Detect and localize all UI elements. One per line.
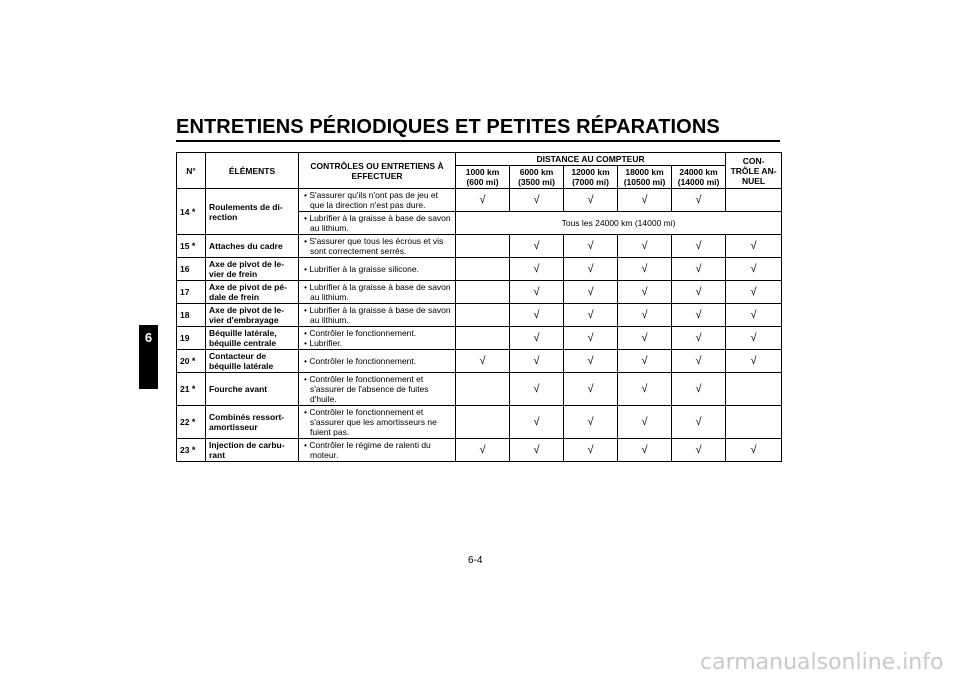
header-controls: CONTRÔLES OU ENTRETIENS À EFFECTUER <box>299 153 456 189</box>
check-mark: √ <box>618 439 672 462</box>
item-number-text: 15 <box>180 241 190 251</box>
check-mark: √ <box>564 304 618 327</box>
check-mark: √ <box>618 258 672 281</box>
asterisk-mark: * <box>191 206 196 217</box>
check-mark: √ <box>510 281 564 304</box>
empty-cell <box>726 373 782 406</box>
check-mark: √ <box>726 327 782 350</box>
table-row <box>177 235 782 258</box>
controls-list <box>302 236 452 256</box>
control-item: • Lubrifier à la graisse à base de savon au lithium. <box>302 305 452 325</box>
control-item: • Contrôler le fonctionnement et s'assurer de l'absence de fuites d'huile. <box>302 374 452 404</box>
asterisk-mark: * <box>191 445 196 455</box>
check-mark: √ <box>672 350 726 373</box>
control-item: • Lubrifier à la graisse silicone. <box>302 264 452 274</box>
check-mark: √ <box>618 373 672 406</box>
header-interval <box>456 166 510 189</box>
control-item: • S'assurer qu'ils n'ont pas de jeu et que la direction n'est pas dure. <box>302 190 452 210</box>
item-number-text: 18 <box>180 310 190 320</box>
page-title: ENTRETIENS PÉRIODIQUES ET PETITES RÉPARATIONS <box>176 116 720 138</box>
item-element: Roulements de di-rection <box>206 189 299 235</box>
check-mark: √ <box>726 235 782 258</box>
controls-list <box>302 374 452 404</box>
item-number <box>177 189 206 235</box>
check-mark: √ <box>618 189 672 212</box>
header-interval <box>564 166 618 189</box>
interval-mi: (3500 mi) <box>518 177 555 187</box>
item-element: Axe de pivot de le-vier de frein <box>206 258 299 281</box>
check-mark: √ <box>564 235 618 258</box>
item-number <box>177 235 206 258</box>
item-number-text: 22 <box>180 417 190 427</box>
check-mark: √ <box>726 350 782 373</box>
check-mark: √ <box>672 258 726 281</box>
asterisk-mark: * <box>191 356 196 366</box>
item-controls <box>299 212 456 235</box>
check-mark: √ <box>510 235 564 258</box>
item-number <box>177 350 206 373</box>
table-row <box>177 281 782 304</box>
check-mark: √ <box>672 406 726 439</box>
check-mark: √ <box>672 189 726 212</box>
empty-cell <box>726 189 782 212</box>
table-row <box>177 406 782 439</box>
item-number <box>177 327 206 350</box>
empty-cell <box>726 406 782 439</box>
table-row <box>177 439 782 462</box>
item-controls <box>299 281 456 304</box>
check-mark: √ <box>564 373 618 406</box>
interval-mi: (600 mi) <box>466 177 499 187</box>
controls-list <box>302 328 452 348</box>
check-mark: √ <box>672 281 726 304</box>
item-element: Axe de pivot de pé-dale de frein <box>206 281 299 304</box>
header-interval <box>510 166 564 189</box>
table-row <box>177 189 782 212</box>
check-mark: √ <box>510 373 564 406</box>
controls-list <box>302 264 452 274</box>
item-number-text: 21 <box>180 384 190 394</box>
header-elements: ÉLÉMENTS <box>206 153 299 189</box>
title-rule <box>176 140 780 142</box>
table-row <box>177 327 782 350</box>
check-mark: √ <box>618 304 672 327</box>
controls-list <box>302 440 452 460</box>
interval-mi: (10500 mi) <box>623 177 666 187</box>
check-mark: √ <box>672 373 726 406</box>
empty-cell <box>456 235 510 258</box>
watermark: carmanualsonline.info <box>700 650 944 675</box>
controls-list <box>302 356 452 366</box>
table-row <box>177 304 782 327</box>
item-number-text: 14 <box>180 206 190 217</box>
item-element: Combinés ressort-amortisseur <box>206 406 299 439</box>
interval-km: 24000 km <box>679 167 718 177</box>
controls-list <box>302 407 452 437</box>
controls-list <box>302 305 452 325</box>
check-mark: √ <box>618 235 672 258</box>
interval-km: 6000 km <box>519 167 554 177</box>
control-item: • Lubrifier à la graisse à base de savon au lithium. <box>302 213 452 233</box>
item-element: Fourche avant <box>206 373 299 406</box>
check-mark: √ <box>510 350 564 373</box>
item-number <box>177 406 206 439</box>
check-mark: √ <box>456 189 510 212</box>
interval-km: 18000 km <box>625 167 664 177</box>
interval-mi: (7000 mi) <box>572 177 609 187</box>
item-number <box>177 281 206 304</box>
item-controls <box>299 304 456 327</box>
check-mark: √ <box>564 258 618 281</box>
item-element: Contacteur de béquille latérale <box>206 350 299 373</box>
check-mark: √ <box>456 439 510 462</box>
table-row <box>177 373 782 406</box>
item-element: Injection de carbu-rant <box>206 439 299 462</box>
check-mark: √ <box>618 327 672 350</box>
control-item: • Lubrifier à la graisse à base de savon au lithium. <box>302 282 452 302</box>
table-row <box>177 350 782 373</box>
check-mark: √ <box>618 406 672 439</box>
page-number: 6-4 <box>468 555 483 566</box>
empty-cell <box>456 304 510 327</box>
item-number-text: 17 <box>180 287 190 297</box>
item-controls <box>299 258 456 281</box>
control-item: • S'assurer que tous les écrous et vis sont correctement serrés. <box>302 236 452 256</box>
item-controls <box>299 406 456 439</box>
check-mark: √ <box>726 439 782 462</box>
header-interval <box>618 166 672 189</box>
control-item: • Contrôler le régime de ralenti du moteur. <box>302 440 452 460</box>
control-item: • Contrôler le fonctionnement. <box>302 328 452 338</box>
check-mark: √ <box>726 258 782 281</box>
check-mark: √ <box>564 406 618 439</box>
item-controls <box>299 235 456 258</box>
item-element: Attaches du cadre <box>206 235 299 258</box>
check-mark: √ <box>564 189 618 212</box>
check-mark: √ <box>564 281 618 304</box>
check-mark: √ <box>726 281 782 304</box>
interval-note: Tous les 24000 km (14000 mi) <box>456 212 782 235</box>
check-mark: √ <box>564 327 618 350</box>
controls-list <box>302 282 452 302</box>
check-mark: √ <box>672 327 726 350</box>
interval-km: 12000 km <box>571 167 610 177</box>
asterisk-mark: * <box>191 241 196 251</box>
check-mark: √ <box>618 350 672 373</box>
check-mark: √ <box>510 406 564 439</box>
item-controls <box>299 327 456 350</box>
item-controls <box>299 439 456 462</box>
item-number-text: 16 <box>180 264 190 274</box>
item-controls <box>299 189 456 212</box>
check-mark: √ <box>510 327 564 350</box>
item-number <box>177 373 206 406</box>
empty-cell <box>456 327 510 350</box>
check-mark: √ <box>726 304 782 327</box>
empty-cell <box>456 281 510 304</box>
controls-list <box>302 213 452 233</box>
check-mark: √ <box>456 350 510 373</box>
check-mark: √ <box>510 189 564 212</box>
item-number <box>177 439 206 462</box>
item-number-text: 20 <box>180 356 190 366</box>
item-controls <box>299 373 456 406</box>
header-distance: DISTANCE AU COMPTEUR <box>456 153 726 166</box>
header-annual: CON-TRÔLE AN-NUEL <box>726 153 782 189</box>
item-number <box>177 258 206 281</box>
header-interval <box>672 166 726 189</box>
item-number-text: 23 <box>180 445 190 455</box>
check-mark: √ <box>564 350 618 373</box>
item-element: Béquille latérale, béquille centrale <box>206 327 299 350</box>
control-item: • Contrôler le fonctionnement. <box>302 356 452 366</box>
empty-cell <box>456 258 510 281</box>
chapter-tab: 6 <box>139 325 158 389</box>
item-element: Axe de pivot de le-vier d'embrayage <box>206 304 299 327</box>
check-mark: √ <box>672 304 726 327</box>
empty-cell <box>456 406 510 439</box>
check-mark: √ <box>672 235 726 258</box>
control-item: • Contrôler le fonctionnement et s'assurer que les amortisseurs ne fuient pas. <box>302 407 452 437</box>
interval-mi: (14000 mi) <box>677 177 720 187</box>
controls-list <box>302 190 452 210</box>
item-number-text: 19 <box>180 333 190 343</box>
check-mark: √ <box>510 439 564 462</box>
table-body <box>177 189 782 462</box>
empty-cell <box>456 373 510 406</box>
control-item: • Lubrifier. <box>302 338 452 348</box>
check-mark: √ <box>510 304 564 327</box>
check-mark: √ <box>510 258 564 281</box>
table-row <box>177 258 782 281</box>
item-number <box>177 304 206 327</box>
item-controls <box>299 350 456 373</box>
asterisk-mark: * <box>191 417 196 427</box>
header-num: N° <box>177 153 206 189</box>
interval-km: 1000 km <box>465 167 500 177</box>
check-mark: √ <box>672 439 726 462</box>
check-mark: √ <box>564 439 618 462</box>
check-mark: √ <box>618 281 672 304</box>
asterisk-mark: * <box>191 384 196 394</box>
maintenance-table <box>176 152 782 462</box>
